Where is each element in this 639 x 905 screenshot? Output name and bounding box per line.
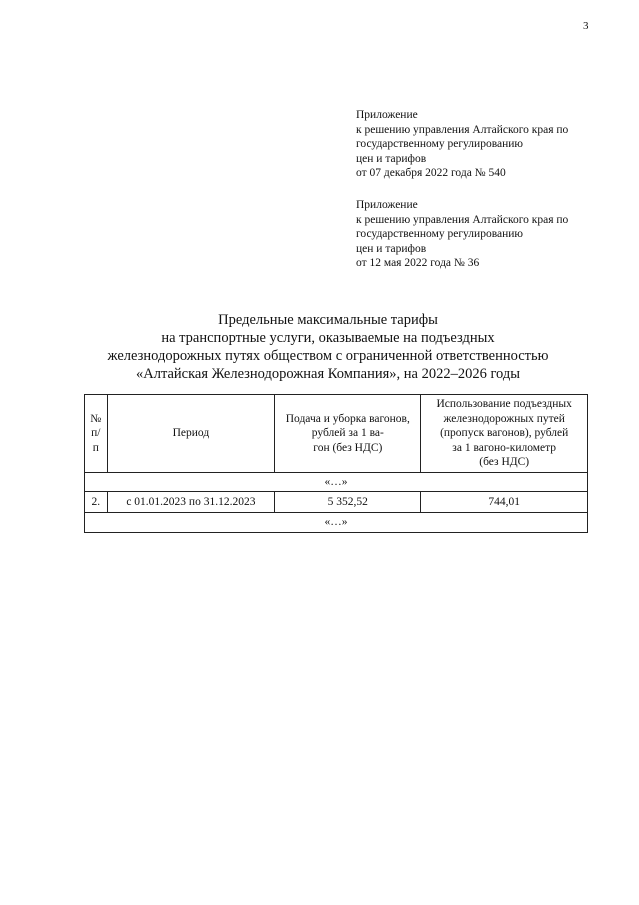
header-number-line: п bbox=[92, 441, 99, 454]
header-supply-line: Подача и уборка вагонов, bbox=[285, 412, 410, 425]
table-row-ellipsis bbox=[85, 472, 588, 492]
page-number: 3 bbox=[583, 20, 589, 32]
cell-supply-tariff: 5 352,52 bbox=[275, 492, 421, 513]
header-use-line: за 1 вагоно-километр bbox=[452, 441, 557, 454]
appendix-line: к решению управления Алтайского края по bbox=[356, 213, 569, 226]
appendix-note-original bbox=[356, 198, 626, 271]
title-line: Предельные максимальные тарифы bbox=[218, 312, 438, 328]
appendix-line: государственному регулированию bbox=[356, 228, 523, 240]
appendix-line: к решению управления Алтайского края по bbox=[356, 123, 569, 136]
cell-number: 2. bbox=[85, 492, 108, 513]
header-use-line: Использование подъездных bbox=[436, 398, 572, 410]
header-use-line: железнодорожных путей bbox=[443, 412, 565, 425]
header-track-use bbox=[421, 395, 588, 473]
ellipsis-cell: «…» bbox=[85, 513, 588, 533]
title-line: на транспортные услуги, оказываемые на подъездных bbox=[161, 330, 495, 346]
header-number-line: № bbox=[90, 412, 102, 425]
title-line: «Алтайская Железнодорожная Компания», на 2022–2026 годы bbox=[135, 366, 520, 382]
header-use-line: (пропуск вагонов), рублей bbox=[440, 427, 569, 439]
header-supply-line: рублей за 1 ва- bbox=[311, 427, 384, 439]
title-line: железнодорожных путях обществом с ограниченной ответственностью bbox=[107, 348, 549, 364]
header-period: Период bbox=[107, 395, 275, 473]
cell-period: с 01.01.2023 по 31.12.2023 bbox=[107, 492, 275, 513]
appendix-note-current bbox=[356, 108, 626, 181]
header-number bbox=[85, 395, 108, 473]
header-use-line: (без НДС) bbox=[479, 456, 530, 468]
appendix-line: цен и тарифов bbox=[356, 242, 427, 255]
appendix-line: государственному регулированию bbox=[356, 138, 523, 150]
table-row-ellipsis bbox=[85, 513, 588, 533]
appendix-line: от 07 декабря 2022 года № 540 bbox=[356, 167, 506, 179]
header-number-line: п/ bbox=[91, 427, 101, 439]
tariff-table bbox=[84, 394, 588, 533]
header-supply bbox=[275, 395, 421, 473]
appendix-line: от 12 мая 2022 года № 36 bbox=[356, 257, 480, 269]
appendix-line: Приложение bbox=[356, 109, 418, 121]
table-row bbox=[85, 492, 588, 513]
table-header-row bbox=[85, 395, 588, 473]
ellipsis-cell: «…» bbox=[85, 472, 588, 492]
cell-track-use-tariff: 744,01 bbox=[421, 492, 588, 513]
header-supply-line: гон (без НДС) bbox=[313, 441, 383, 454]
appendix-line: цен и тарифов bbox=[356, 152, 427, 165]
appendix-line: Приложение bbox=[356, 199, 418, 211]
document-title bbox=[60, 311, 596, 383]
